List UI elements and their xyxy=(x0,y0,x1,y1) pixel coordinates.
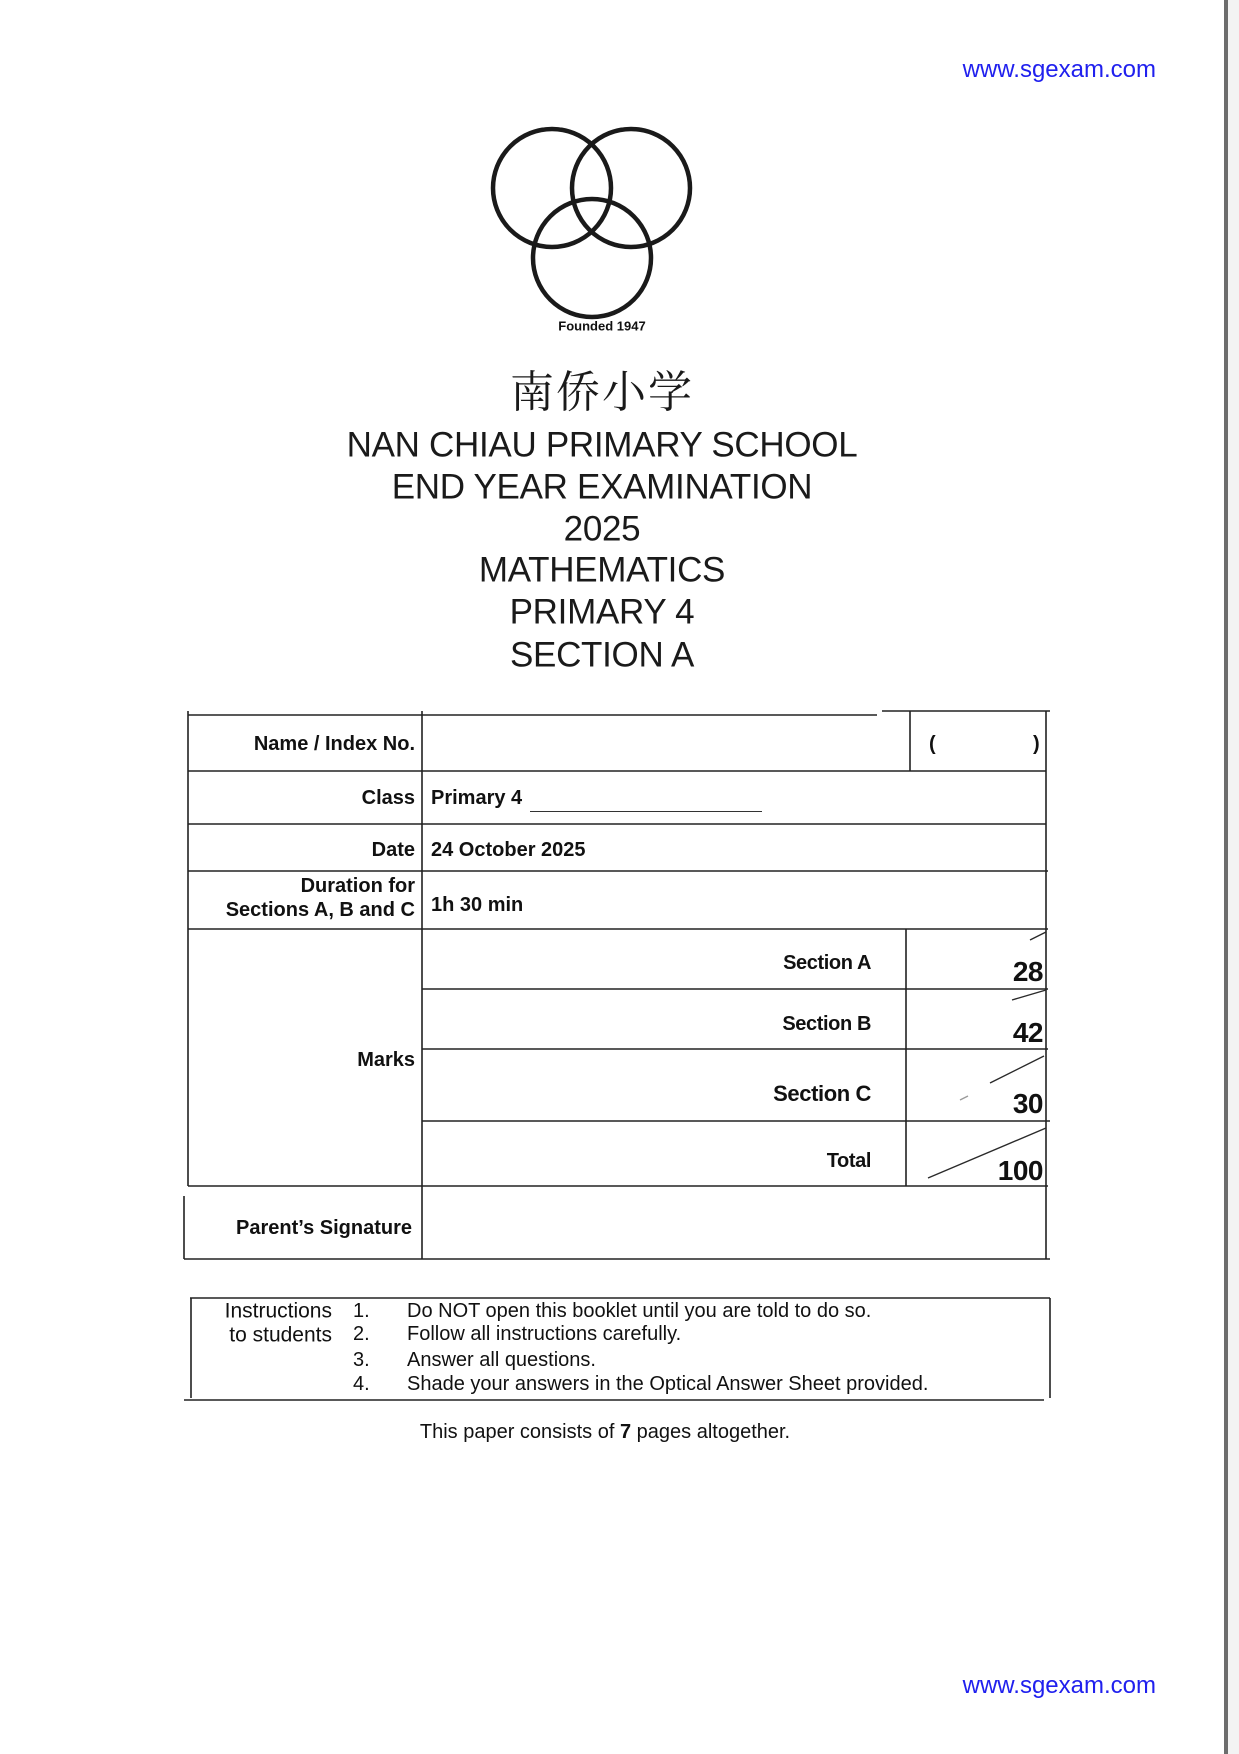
instruction-text: Answer all questions. xyxy=(407,1349,596,1371)
instruction-number: 3. xyxy=(353,1349,370,1371)
page-count-suffix: pages altogether. xyxy=(631,1421,791,1443)
mark-slash xyxy=(1030,932,1046,940)
exam-section: SECTION A xyxy=(509,635,694,675)
page-count-note xyxy=(305,1422,905,1442)
total-marks: 100 xyxy=(997,1155,1043,1186)
mark-slash xyxy=(960,1096,968,1100)
instruction-number: 1. xyxy=(353,1300,370,1322)
exam-subject: MATHEMATICS xyxy=(478,550,726,590)
instruction-text: Do NOT open this booklet until you are told to do so. xyxy=(407,1300,872,1322)
parent-signature-label: Parent’s Signature xyxy=(236,1217,412,1239)
section-c-marks: 30 xyxy=(1012,1088,1043,1119)
exam-title: END YEAR EXAMINATION xyxy=(391,467,813,507)
class-underline xyxy=(530,811,762,812)
section-c-label: Section C xyxy=(773,1081,871,1106)
school-chinese-name: 南侨小学 xyxy=(510,367,694,418)
instruction-number: 4. xyxy=(353,1373,370,1395)
scan-margin xyxy=(1228,0,1239,1754)
watermark-bottom-link[interactable]: www.sgexam.com xyxy=(962,1672,1156,1699)
class-value: Primary 4 xyxy=(431,787,523,809)
section-a-marks: 28 xyxy=(1012,956,1043,987)
section-b-marks: 42 xyxy=(1012,1017,1043,1048)
duration-label-line2: Sections A, B and C xyxy=(225,899,415,921)
logo-caption: Founded 1947 xyxy=(558,318,646,334)
duration-value: 1h 30 min xyxy=(431,894,524,916)
marks-label: Marks xyxy=(357,1049,415,1071)
school-name: NAN CHIAU PRIMARY SCHOOL xyxy=(346,425,858,465)
watermark-top-link[interactable]: www.sgexam.com xyxy=(962,56,1156,83)
name-index-label: Name / Index No. xyxy=(253,733,415,755)
page-count-number: 7 xyxy=(619,1421,632,1443)
exam-year: 2025 xyxy=(563,509,641,549)
instructions-heading-line2: to students xyxy=(229,1323,332,1347)
index-open-paren: ( xyxy=(929,733,936,755)
instruction-text: Shade your answers in the Optical Answer Sheet provided. xyxy=(407,1373,929,1395)
instruction-text: Follow all instructions carefully. xyxy=(407,1323,682,1345)
logo-ring-left xyxy=(493,129,611,247)
logo-ring-right xyxy=(572,129,690,247)
section-a-label: Section A xyxy=(783,952,871,974)
logo-ring-bottom xyxy=(533,199,651,317)
class-label: Class xyxy=(361,787,415,809)
total-label: Total xyxy=(826,1150,871,1172)
instruction-number: 2. xyxy=(353,1323,370,1345)
instructions-heading-line1: Instructions xyxy=(224,1299,332,1323)
mark-slash xyxy=(990,1056,1044,1083)
mark-slash xyxy=(1012,990,1046,1000)
exam-level: PRIMARY 4 xyxy=(509,592,695,632)
index-close-paren: ) xyxy=(1033,733,1040,755)
section-b-label: Section B xyxy=(782,1013,871,1035)
page-count-prefix: This paper consists of xyxy=(419,1421,620,1443)
school-logo-icon xyxy=(480,120,700,325)
duration-label-line1: Duration for xyxy=(300,875,415,897)
date-label: Date xyxy=(371,839,415,861)
date-value: 24 October 2025 xyxy=(431,839,586,861)
